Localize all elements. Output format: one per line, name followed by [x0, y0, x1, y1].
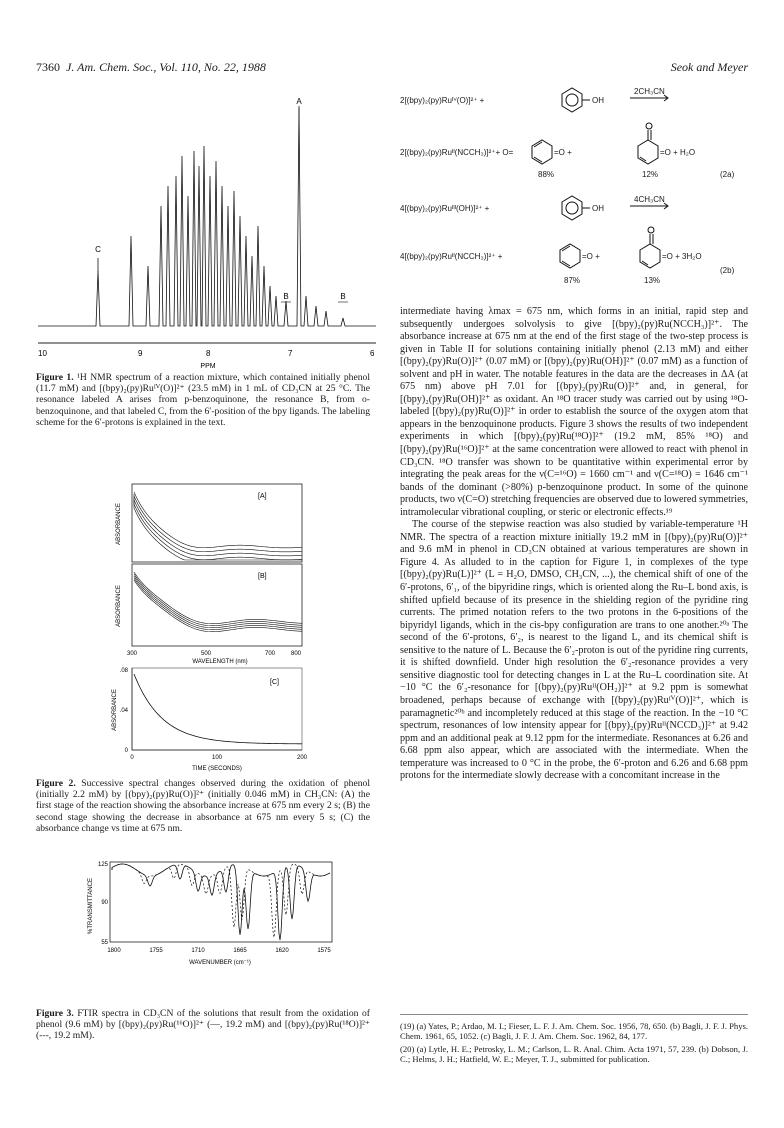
x-tick-800: 800: [290, 651, 302, 657]
x-tick-1800: 1800: [107, 948, 121, 954]
r1-yield-p: 88%: [538, 170, 555, 179]
panel-a-ylabel: ABSORBANCE: [116, 503, 122, 545]
panel-c-label: [C]: [270, 679, 279, 686]
r1-products: 2[(bpy)₂(py)Ruᴵᴵ(NCCH₃)]²⁺+ O=: [400, 148, 514, 157]
peak-label-b2: B: [340, 292, 346, 301]
figure1-nmr-spectrum: [36, 86, 386, 371]
x-tick-time-100: 100: [211, 755, 223, 761]
peak-label-c: C: [95, 245, 101, 254]
journal-citation: J. Am. Chem. Soc., Vol. 110, No. 22, 1988: [66, 60, 266, 74]
y-tick-008: .08: [119, 668, 128, 674]
page-number: 7360: [36, 60, 60, 74]
figure1-caption-label: Figure 1.: [36, 372, 74, 383]
y-tick-125: 125: [97, 862, 108, 868]
reference-19: (19) (a) Yates, P.; Ardao, M. I.; Fieser, L. F. J. Am. Chem. Soc. 1956, 78, 650. (b) Bagli, J. F. J. Phys. Chem. 1961, 65, 1052. (c) Bagli, J. F. J. Am. Chem. Soc. 1962, 84, 177.: [400, 1021, 748, 1042]
r1-reactant: 2[(bpy)₂(py)Ruᴵⱽ(O)]²⁺ +: [400, 96, 485, 105]
figure2-caption: [36, 778, 370, 834]
axis-tick-8: 8: [206, 349, 211, 358]
x-tick-1710: 1710: [191, 948, 205, 954]
axis-tick-7: 7: [288, 349, 293, 358]
y-tick-55: 55: [101, 940, 108, 946]
body-paragraph-1: intermediate having λmax = 675 nm, which forms in an initial, rapid step and subsequently undergoes solvolysis to give [(bpy)₂(py)Ru(NCCH₃)]²⁺. The absorbance increase at 675 nm at the end of the first stage of the two-step process is given in Table II for solutions containing initially phenol (2.13 mM) and either [(bpy)₂(py)Ru(O)]²⁺ (0.07 mM) or [(bpy)₂(py)Ru(OH)]²⁺ (0.07 mM) as a function of solvent and pH in water. The notable features in the data are the decreases in ΔA (at 675 nm) above pH 7.01 for [(bpy)₂(py)Ru(O)]²⁺ and, in general, for [(bpy)₂(py)Ru(OH)]²⁺ as oxidant. An ¹⁸O tracer study was carried out by using ¹⁸O-labeled [(bpy)₂(py)Ru(O)]²⁺ in order to establish the source of the oxygen atom that appears in the benzoquinone products. Figure 3 shows the results of two independent experiments in which [(bpy)₂(py)Ru(¹⁸O)]²⁺ (19.2 mM, 85% ¹⁸O) and [(bpy)₂(py)Ru(¹⁶O)]²⁺ at the same concentration were allowed to react with phenol in CD₃CN. ¹⁸O transfer was shown to be quantitative within experimental error by integrating the peak areas for the ν(C=¹⁶O) = 1660 cm⁻¹ and ν(C=¹⁸O) = 1646 cm⁻¹ bands of the dominant (>80%) p-benzoquinone product. In some of the quinone products, two ν(C=O) stretching frequencies are observed due to lowered symmetries, intramolecular vibrational coupling, or steric or electronic effects.¹⁹: [400, 306, 748, 518]
x-label-wavenumber: WAVENUMBER (cm⁻¹): [189, 960, 251, 966]
x-tick-1620: 1620: [275, 948, 289, 954]
x-tick-time-200: 200: [296, 755, 308, 761]
r2-products: 4[(bpy)₂(py)Ruᴵᴵ(NCCH₃)]²⁺ +: [400, 252, 503, 261]
body-paragraph-2: The course of the stepwise reaction was also studied by variable-temperature ¹H NMR. The spectra of a reaction mixture initially 19.2 mM in [(bpy)₂(py)Ru(O)]²⁺ and 9.6 mM in phenol in CD₃CN obtained at various temperatures are shown in Figure 4. As alluded to in the caption for Figure 1, in complexes of the type [(bpy)₂(py)Ru(L)]²⁺ (L = H₂O, DMSO, CH₃CN, ...), the chemical shift of one of the 6′-protons, 6′₁, of the bipyridine rings, which is oriented along the Ru–L bond axis, is shifted upfield because of its presence in the shielding region of the pyridine ring currents. The primed notation refers to the two protons in the 6-positions of the bipyridyl ligands, which in the cis-bpy configuration are trans to one another.²⁰ᵃ The second of the 6′-protons, 6′₂, is nearest to the ligand L, and its chemical shift is sensitive to the nature of L. Because the 6′₂-proton is out of the pyridine ring currents, it is shifted downfield. Under high resolution the 6′₂-resonance provides a very sensitive diagnostic tool for detecting changes in L at the Ru–L coordination site. At −10 °C the 6′₂-resonance for [(bpy)₂(py)Ruᴵᴵ(OH₂)]²⁺ at 9.2 ppm is somewhat broadened, perhaps because of exchange with [(bpy)₂(py)Ruᴵⱽ(O)]²⁺, which is paramagnetic²⁰ᵇ and incompletely reduced at this stage of the reaction. In the −10 °C spectrum, resonances of low intensity appear for [(bpy)₂(py)Ruᴵᴵ(NCCD₃)]²⁺ at 9.42 ppm and an additional peak at 9.12 ppm for the intermediate. Resonances at 6.26 and 6.68 ppm also appear, which are associated with the intermediate. When the temperature was increased to 0 °C in the probe, the 6′-proton and 6.26 and 6.68 ppm protons for the intermediate slowly decrease with a concomitant increase in the: [400, 519, 748, 782]
x-tick-1755: 1755: [149, 948, 163, 954]
x-tick-time-0: 0: [130, 755, 134, 761]
r1-oh: OH: [592, 96, 604, 105]
r2-yield-o: 13%: [644, 276, 661, 285]
r1-arrow-label: 2CH₃CN: [634, 87, 665, 96]
figure2-caption-label: Figure 2.: [36, 778, 76, 789]
page-header-authors: Seok and Meyer: [670, 60, 748, 74]
axis-label-ppm: PPM: [200, 363, 216, 370]
figure1-caption: [36, 372, 370, 428]
r2-tail: =O + 3H₂O: [662, 252, 702, 261]
axis-tick-9: 9: [138, 349, 143, 358]
r1-eq-number: (2a): [720, 170, 735, 179]
panel-b-ylabel: ABSORBANCE: [116, 585, 122, 627]
panel-b-trace: [134, 578, 302, 630]
r1-yield-o: 12%: [642, 170, 659, 179]
y-tick-0: 0: [124, 748, 128, 754]
peak-label-b1: B: [283, 292, 289, 301]
panel-b-trace: [134, 580, 302, 632]
r2-eq-number: (2b): [720, 266, 735, 275]
panel-b-trace: [134, 574, 302, 626]
x-tick-500: 500: [200, 651, 212, 657]
figure3-caption: [36, 1008, 370, 1042]
r1-plus1: =O +: [554, 148, 572, 157]
axis-tick-6: 6: [370, 349, 375, 358]
panel-b-label: [B]: [258, 573, 267, 580]
panel-c-ylabel: ABSORBANCE: [112, 689, 118, 731]
figure3-caption-text: FTIR spectra in CD₃CN of the solutions that result from the oxidation of phenol (9.6 mM) by [(bpy)₂(py)Ru(¹⁶O)]²⁺ (—, 19.2 mM) and [(bpy)₂(py)Ru(¹⁸O)]²⁺ (---, 19.2 mM).: [36, 1008, 370, 1042]
r2-plus1: =O +: [582, 252, 600, 261]
r2-oh: OH: [592, 204, 604, 213]
axis-tick-10: 10: [38, 349, 47, 358]
body-text: [400, 306, 748, 783]
x-tick-300: 300: [126, 651, 138, 657]
reaction-structures: [400, 86, 748, 306]
x-tick-1575: 1575: [317, 948, 331, 954]
peak-label-a: A: [296, 97, 302, 106]
panel-b-trace: [134, 576, 302, 628]
reaction-scheme: [400, 86, 748, 306]
y-tick-90: 90: [101, 900, 108, 906]
page-header-left: [36, 60, 266, 75]
r1-tail: =O + H₂O: [660, 148, 696, 157]
r2-yield-p: 87%: [564, 276, 581, 285]
figure2-spectra: [110, 482, 340, 774]
figure3-caption-label: Figure 3.: [36, 1008, 74, 1019]
x-tick-1665: 1665: [233, 948, 247, 954]
x-label-wavelength: WAVELENGTH (nm): [192, 659, 248, 665]
y-label-transmittance: %TRANSMITTANCE: [88, 878, 94, 934]
y-tick-004: .04: [119, 708, 128, 714]
x-label-time: TIME (SECONDS): [192, 766, 242, 772]
figure1-caption-text: ¹H NMR spectrum of a reaction mixture, which contained initially phenol (11.7 mM) and [(bpy)₂(py)Ruᴵⱽ(O)]²⁺ (23.5 mM) in 1 mL of CD₃CN at 25 °C. The resonance labeled A arises from p-benzoquinone, the resonance B, from o-benzoquinone, and that labeled C, from the 6′-position of the bpy ligands. The labeling scheme for the 6′-protons is explained in the text.: [36, 372, 370, 428]
panel-b-trace: [134, 572, 302, 624]
panel-a-label: [A]: [258, 493, 267, 500]
figure3-ftir: [80, 858, 350, 970]
figure2-caption-text: Successive spectral changes observed during the oxidation of phenol (initially 2.2 mM) by [(bpy)₂(py)Ru(O)]²⁺ (initially 0.046 mM) in CH₃CN: (A) the first stage of the reaction showing the absorbance increase at 675 nm every 2 s; (B) the second stage showing the decrease in absorbance at 675 nm every 5 s; (C) the absorbance change vs time at 675 nm.: [36, 778, 370, 834]
reference-20: (20) (a) Lytle, H. E.; Petrosky, L. M.; Carlson, L. R. Anal. Chim. Acta 1971, 57, 239. (b) Dobson, J. C.; Helms, J. H.; Hatfield, W. E.; Meyer, T. J., submitted for publication.: [400, 1043, 748, 1064]
r2-arrow-label: 4CH₃CN: [634, 195, 665, 204]
references: [400, 1014, 748, 1066]
x-tick-700: 700: [264, 651, 276, 657]
r2-reactant: 4[(bpy)₂(py)Ruᴵᴵᴵ(OH)]²⁺ +: [400, 204, 490, 213]
